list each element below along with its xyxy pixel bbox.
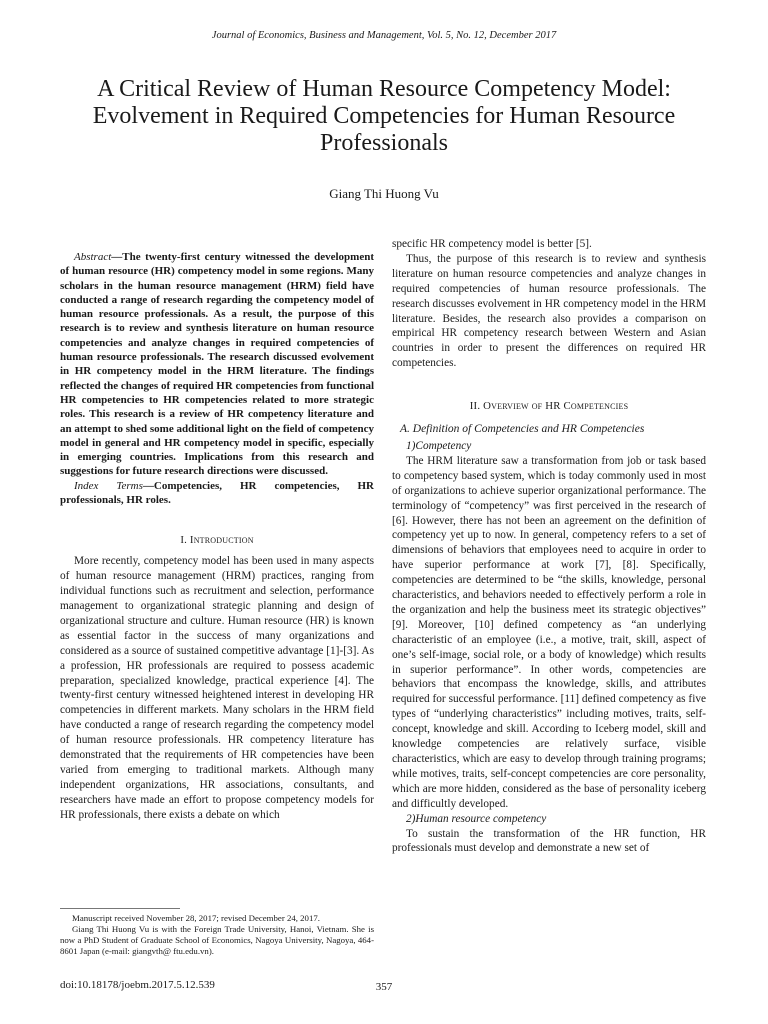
paper-title: A Critical Review of Human Resource Competency Model: Evolvement in Required Competencies for Human Resource Professionals [92, 76, 676, 156]
competency-paragraph: The HRM literature saw a transformation from job or task based to competency based system, which is today commonly used in most of organizations to achieve superior organizational performance. The terminology of “competency” was first perceived in the research of [6]. However, there has not been an agreement on the definition of competency yet up to now. In general, competency refers to a set of dimensions of behaviors that employees need to acquire in order to have superior performance at work [7], [8]. Specifically, competencies are determined to be “the skills, knowledge, personal characteristics, and behaviors needed to effectively perform a role in the organization and help the business meet its strategic objectives” [9]. Moreover, [10] defined competency as “an underlying characteristic of an employee (i.e., a motive, trait, skill, aspect of one’s self-image, social role, or a body of knowledge) which results in superior performance”. In other words, competencies are behaviors that encompass the knowledge, skills, and attributes required for successful performance. [11] defined competency as five types of “underlying characteristics” including motives, traits, self-concept, knowledge and skill. According to Iceberg model, skill and knowledge competencies are relatively surface, visible characteristics, which are easy to develop through training programs; while motives, traits, self-concept competencies are core personality, which are more hidden, considered as the base of personality iceberg and difficultly developed. [392, 454, 706, 810]
abstract-lead: Abstract [74, 251, 112, 263]
subsection-heading-definition: A. Definition of Competencies and HR Competencies [400, 423, 645, 436]
abstract [60, 250, 374, 479]
section-heading-overview: II. Overview of HR Competencies [469, 400, 629, 413]
subsubsection-heading-hr-competency: 2)Human resource competency [406, 812, 547, 825]
doi-link[interactable]: doi:10.18178/joebm.2017.5.12.539 [60, 979, 215, 991]
continuation-text: specific HR competency model is better [5]. [392, 238, 592, 250]
right-column [392, 237, 706, 856]
introduction-paragraph: More recently, competency model has been used in many aspects of human resource management (HRM) practices, ranging from individual functions such as recruitment and selection, performance management to organizational strategic planning and design of organizational structure and culture. Human resource (HR) is known as essential factor in the success of many organizations and considered as a source of sustained competitive advantage [1]-[3]. As a profession, HR professionals are required to possess academic preparation, specialized knowledge, practical experience [4]. The twenty-first century witnessed heightened interest in developing HR competencies in different markets. Many scholars in the HRM field have conducted a range of research regarding the competency model of human resource professionals. HR competency literature has demonstrated that the requirements of HR competencies have been varied from emerging to traditional markets. Although many independent organizations, HR associations, consultants, and researchers have made an effort to propose competency models for HR professionals, there exists a debate on which [60, 555, 374, 821]
index-terms-text: —Competencies, HR competencies, HR professionals, HR roles. [60, 479, 374, 507]
index-terms-lead: Index Terms [74, 479, 143, 492]
author-name: Giang Thi Huong Vu [329, 186, 439, 201]
abstract-text: —The twenty-first century witnessed the development of human resource (HR) competency model in some regions. Many scholars in the human resource management (HRM) field have conducted a range of research regarding the competency model of human resource professionals. As a result, the purpose of this research is to review and synthesis literature on human resource competencies and analyze changes in required competencies of human resource professionals. The research discussed evolvement in HR competency model in the HRM literature. The findings reflected the changes of required HR competencies from functional HR competencies to HR competencies related to more strategic roles. This research is a review of HR competency literature and an attempt to shed some additional light on the field of competency model in general and HR competency model in specific, especially in emerging countries. Implications from this research and suggestions for future research directions were discussed. [60, 251, 374, 478]
footnote-affiliation: Giang Thi Huong Vu is with the Foreign Trade University, Hanoi, Vietnam. She is now a PhD Student of Graduate School of Economics, Nagoya University, Nagoya, 464-8601 Japan (e-mail: giangvth@ ftu.edu.vn). [60, 924, 374, 956]
page-number: 357 [375, 981, 393, 993]
footnote-manuscript: Manuscript received November 28, 2017; revised December 24, 2017. [72, 913, 320, 923]
subsubsection-heading-competency: 1)Competency [406, 439, 472, 452]
journal-header: Journal of Economics, Business and Management, Vol. 5, No. 12, December 2017 [211, 30, 557, 41]
section-heading-introduction: I. Introduction [180, 534, 254, 547]
hr-competency-paragraph: To sustain the transformation of the HR function, HR professionals must develop and demonstrate a new set of [392, 827, 706, 855]
footnote [60, 913, 374, 957]
index-terms [60, 479, 374, 508]
purpose-paragraph: Thus, the purpose of this research is to review and synthesis literature on human resource competencies and analyze changes in required competencies of human resource professionals. The research discusses evolvement in HR competency model in the HRM literature. Besides, the research also provides a comparison on empirical HR competency research between Western and Asian countries in order to present the differences on required HR competencies. [392, 252, 706, 370]
left-column [60, 250, 374, 823]
footnote-divider [60, 908, 180, 909]
